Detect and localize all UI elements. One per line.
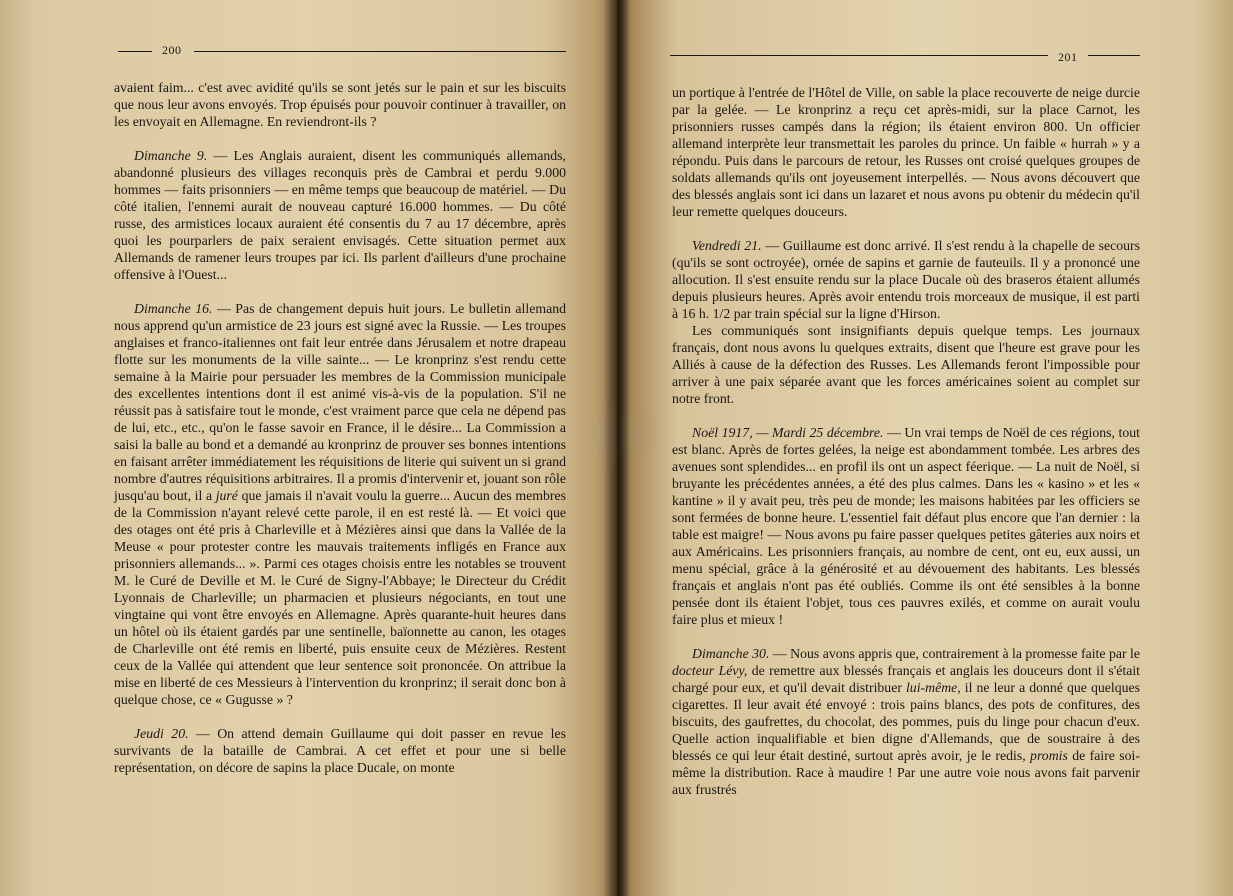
- left-page: [0, 0, 612, 896]
- header-rule: [194, 51, 566, 52]
- right-page: [622, 0, 1233, 896]
- entry-date: Dimanche 16.: [134, 301, 213, 316]
- entry-date: Vendredi 21.: [692, 238, 762, 253]
- page-number: 200: [162, 43, 182, 57]
- paragraph: un portique à l'entrée de l'Hôtel de Ville, on sable la place recouverte de neige durcie par la gelée. — Le kronprinz a reçu cet après-midi, sur la place Carnot, les prisonniers russes campés dans la région; ils étaient environ 800. Un officier allemand interprète leur transmettait les paroles du prince. Un faible « hurrah » y a répondu. Puis dans le parcours de retour, les Russes ont croisé quelques groupes de soldats allemands qu'ils ont joyeusement interpellés. — Nous avons découvert que des blessés anglais sont ici dans un lazaret et nous avons pu obtenir du médecin qu'il leur remette quelques douceurs.: [672, 85, 1140, 219]
- paragraph: Jeudi 20. — On attend demain Guillaume qui doit passer en revue les survivants de la bataille de Cambrai. A cet effet et pour une si belle représentation, on décore de sapins la place Ducale, on monte: [114, 726, 566, 775]
- left-page-body: [114, 79, 566, 776]
- right-page-body: [672, 84, 1140, 798]
- entry-date: Dimanche 30.: [692, 646, 770, 661]
- entry-date: Dimanche 9.: [134, 148, 208, 163]
- paragraph: Dimanche 16. — Pas de changement depuis huit jours. Le bulletin allemand nous apprend qu'un armistice de 23 jours est signé avec la Russie. — Les troupes anglaises et franco-italiennes ont fait leur entrée dans Jérusalem et notre drapeau flotte sur les monuments de la ville sainte... — Le kronprinz s'est rendu cette semaine à la Mairie pour persuader les membres de la Commission municipale des excellentes intentions dont il est animé vis-à-vis de la population. S'il ne réussit pas à satisfaire tout le monde, c'est vraiment parce que cela ne dépend pas de lui, etc., etc., qu'on le fasse savoir en France, il le désire... La Commission a saisi la balle au bond et a demandé au kronprinz de prouver ses bonnes intentions en faisant arrêter immédiatement les réquisitions de literie qui suivent un si grand nombre d'autres réquisitions arbitraires. Il a promis d'intervenir et, jouant son rôle jusqu'au bout, il a juré que jamais il n'avait voulu la guerre... Aucun des membres de la Commission n'ayant relevé cette parole, il en est resté là. — Et voici que des otages ont été pris à Charleville et à Mézières ainsi que dans la Vallée de la Meuse « pour protester contre les mauvais traitements infligés en France aux prisonniers allemands... ». Parmi ces otages choisis entre les notables se trouvent M. le Curé de Deville et M. le Curé de Signy-l'Abbaye; le Directeur du Crédit Lyonnais de Charleville; un pharmacien et plusieurs négociants, en tout une vingtaine qui vont être envoyés en Allemagne. Après quarante-huit heures dans un hôtel où ils étaient gardés par une sentinelle, baïonnette au canon, les otages de Charleville ont été remis en liberté, puis ensuite ceux de Mézières. Restent ceux de la Vallée qui attendent que leur sentence soit prononcée. On attribue la mise en liberté de ces Messieurs à l'intervention du kronprinz; il serait donc bon à quelque chose, ce « Gugusse » ?: [114, 301, 566, 707]
- left-page-header: [118, 40, 566, 64]
- entry-date: Noël 1917, — Mardi 25 décembre.: [692, 425, 884, 440]
- paragraph: avaient faim... c'est avec avidité qu'ils se sont jetés sur le pain et sur les biscuits que nous leur avons envoyés. Trop épuisés pour pouvoir continuer à travailler, on les envoyait en Allemagne. En reviendront-ils ?: [114, 80, 566, 129]
- paragraph: Noël 1917, — Mardi 25 décembre. — Un vrai temps de Noël de ces régions, tout est blanc. Après de fortes gelées, la neige est abondamment tombée. Les arbres des avenues sont splendides... en profil ils ont un aspect féerique. — La nuit de Noël, si bruyante les précédentes années, a été des plus calmes. Dans les « kasino » et les « kantine » il y avait peu, très peu de monde; les maisons habitées par les officiers se sont fermées de bonne heure. L'essentiel fait défaut plus encore que l'an dernier : la table est maigre! — Nous avons pu faire passer quelques petites gâteries aux noirs et aux Américains. Les prisonniers français, au nombre de cent, ont eu, eux aussi, un menu spécial, grâce à la générosité et au dévouement des habitants. Les blessés français et anglais n'ont pas été oubliés. Comme ils ont été sensibles à la bonne pensée dont ils étaient l'objet, tous ces pauvres exilés, et comme on aurait voulu faire plus et mieux !: [672, 425, 1140, 627]
- header-rule: [670, 55, 1048, 56]
- paragraph: Dimanche 9. — Les Anglais auraient, disent les communiqués allemands, abandonné plusieurs des villages reconquis près de Cambrai et perdu 9.000 hommes — faits prisonniers — en même temps que beaucoup de matériel. — Du côté italien, l'ennemi aurait de nouveau capturé 16.000 hommes. — Du côté russe, des armistices locaux auraient été consentis du 7 au 17 décembre, après quoi les pourparlers de paix seraient envisagés. Cette situation permet aux Allemands de ramener leurs troupes par ici. Ils parlent d'ailleurs d'une prochaine offensive à l'Ouest...: [114, 148, 566, 282]
- header-rule: [1088, 55, 1140, 56]
- page-number: 201: [1058, 50, 1078, 64]
- right-page-header: [670, 40, 1140, 64]
- entry-date: Jeudi 20.: [134, 726, 189, 741]
- header-rule: [118, 51, 152, 52]
- paragraph: Dimanche 30. — Nous avons appris que, contrairement à la promesse faite par le docteur Lévy, de remettre aux blessés français et anglais les douceurs dont il s'était chargé pour eux, et qu'il devait distribuer lui-même, il ne leur a donné que quelques cigarettes. Il leur avait été envoyé : trois pains blancs, des pots de confitures, des biscuits, des gaufrettes, du chocolat, des pommes, puis du linge pour chacun d'eux. Quelle action inqualifiable et bien digne d'Allemands, que de soustraire à des blessés ce qui leur était destiné, surtout après avoir, je le redis, promis de faire soi-même la distribution. Race à maudire ! Par une autre voie nous avons fait parvenir aux frustrés: [672, 646, 1141, 797]
- paragraph: Vendredi 21. — Guillaume est donc arrivé. Il s'est rendu à la chapelle de secours (qu'ils se sont octroyée), ornée de sapins et garnie de fauteuils. Il y a prononcé une allocution. Il s'est ensuite rendu sur la place Ducale où des braseros étaient allumés depuis plusieurs heures. Après avoir entendu trois morceaux de musique, il est parti à 16 h. 1/2 par train spécial sur la ligne d'Hirson.: [672, 238, 1140, 321]
- paragraph: Les communiqués sont insignifiants depuis quelque temps. Les journaux français, dont nous avons lu quelques extraits, disent que l'heure est grave pour les Alliés à cause de la défection des Russes. Les Allemands feront l'impossible pour arriver à une paix séparée avant que les forces américaines soient au complet sur notre front.: [672, 323, 1140, 406]
